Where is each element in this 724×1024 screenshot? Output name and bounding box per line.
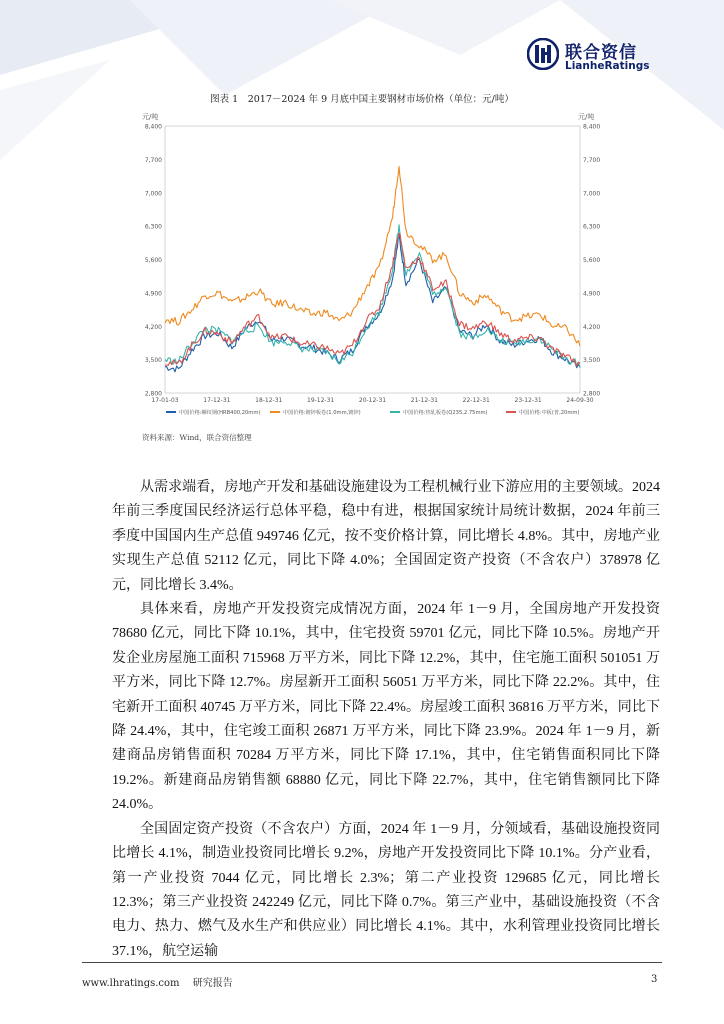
- x-tick-label: 17-01-03: [151, 397, 179, 404]
- paragraph-real-estate: 具体来看，房地产开发投资完成情况方面，2024 年 1－9 月，全国房地产开发投资 78680 亿元，同比下降 10.1%，其中，住宅投资 59701 亿元，同比下降 10.5%。房地产开发企业房屋施工面积 715968 万平方米，同比下降 12.2%，其中，住宅施工面积 501051 万平方米，同比下降 12.7%。房屋新开工面积 56051 万平方米，同比下降 22.2%。其中，住宅新开工面积 40745 万平方米，同比下降 22.4%。房屋竣工面积 36816 万平方米，同比下降 24.4%，其中，住宅竣工面积 26871 万平方米，同比下降 23.9%。2024 年 1－9 月，新建商品房销售面积 70284 万平方米，同比下降 17.1%，其中，住宅销售面积同比下降 19.2%。新建商品房销售额 68880 亿元，同比下降 22.7%，其中，住宅销售额同比下降 24.0%。: [112, 602, 660, 813]
- legend-label: 中国价格:中板(普,20mm): [519, 410, 580, 416]
- footer-divider: [82, 962, 662, 963]
- y-tick-label-right: 7,000: [583, 190, 601, 198]
- y-tick-label-left: 5,600: [144, 257, 162, 264]
- legend-label: 中国价格:螺纹钢(HRB400,20mm): [179, 410, 261, 416]
- x-tick-label: 23-12-31: [514, 397, 542, 404]
- y-tick-label-right: 3,500: [583, 357, 601, 365]
- y-tick-label-right: 7,700: [583, 156, 601, 164]
- body-text: [112, 476, 660, 964]
- y-tick-label-left: 4,900: [144, 290, 162, 298]
- x-tick-label: 20-12-31: [358, 397, 387, 404]
- paragraph-demand: 从需求端看，房地产开发和基础设施建设为工程机械行业下游应用的主要领域。2024 年前三季度国民经济运行总体平稳，稳中有进，根据国家统计局统计数据，2024 年前三季度中国国内生产总值 949746 亿元，按不变价格计算，同比增长 4.8%。其中，房地产业实现生产总值 52112 亿元，同比下降 4.0%；全国固定资产投资（不含农户）378978 亿元，同比增长 3.4%。: [112, 480, 660, 593]
- company-logo: [527, 38, 652, 76]
- y-tick-label-left: 7,700: [144, 156, 162, 164]
- y-tick-label-right: 2,800: [583, 390, 601, 398]
- y-tick-label-right: 4,900: [583, 290, 601, 298]
- y-tick-label-left: 2,800: [144, 390, 162, 398]
- figure-title: 图表 1 2017－2024 年 9 月底中国主要钢材市场价格（单位：元/吨）: [210, 94, 514, 105]
- right-axis-unit: 元/吨: [578, 113, 595, 121]
- page-number: 3: [651, 974, 658, 985]
- x-tick-label: 18-12-31: [255, 397, 283, 404]
- x-tick-label: 22-12-31: [462, 397, 490, 404]
- figure-source: 资料来源：Wind，联合资信整理: [142, 433, 252, 442]
- y-tick-label-right: 5,600: [583, 257, 601, 264]
- y-tick-label-left: 4,200: [144, 323, 162, 331]
- y-tick-label-left: 7,000: [144, 190, 162, 198]
- y-tick-label-right: 6,300: [583, 223, 601, 231]
- left-axis-unit: 元/吨: [142, 113, 159, 121]
- y-tick-label-left: 8,400: [144, 123, 162, 131]
- logo-chinese-text: 联合资信: [565, 43, 637, 63]
- paragraph-fixed-asset: 全国固定资产投资（不含农户）方面，2024 年 1－9 月，分领域看，基础设施投资同比增长 4.1%，制造业投资同比增长 9.2%，房地产开发投资同比下降 10.1%。分产业看，第一产业投资 7044 亿元，同比增长 2.3%；第二产业投资 129685 亿元，同比增长 12.3%；第三产业投资 242249 亿元，同比下降 0.7%。第三产业中，基础设施投资（不含电力、热力、燃气及水生产和供应业）同比增长 4.1%。其中，水利管理业投资同比增长 37.1%，航空运输: [112, 821, 660, 959]
- legend-label: 中国价格:镀锌板卷(1.0mm,镀锌): [283, 410, 361, 416]
- x-tick-label: 24-09-30: [566, 397, 594, 404]
- y-tick-label-right: 8,400: [583, 123, 601, 131]
- y-tick-label-left: 3,500: [144, 357, 162, 365]
- x-tick-label: 17-12-31: [203, 397, 231, 404]
- logo-mark-icon: [527, 38, 559, 70]
- y-tick-label-right: 4,200: [583, 323, 601, 331]
- steel-price-chart: [138, 110, 608, 420]
- plot-frame: [165, 126, 580, 393]
- series-line: [165, 234, 580, 372]
- series-line: [165, 225, 580, 368]
- x-tick-label: 19-12-31: [307, 397, 335, 404]
- legend-label: 中国价格:热轧板卷(Q235,2.75mm): [403, 410, 488, 416]
- y-tick-label-left: 6,300: [144, 223, 162, 231]
- footer-website: www.lhratings.com 研究报告: [82, 978, 233, 989]
- logo-english-text: LianheRatings: [565, 60, 650, 72]
- x-tick-label: 21-12-31: [410, 397, 438, 404]
- series-line: [165, 233, 580, 366]
